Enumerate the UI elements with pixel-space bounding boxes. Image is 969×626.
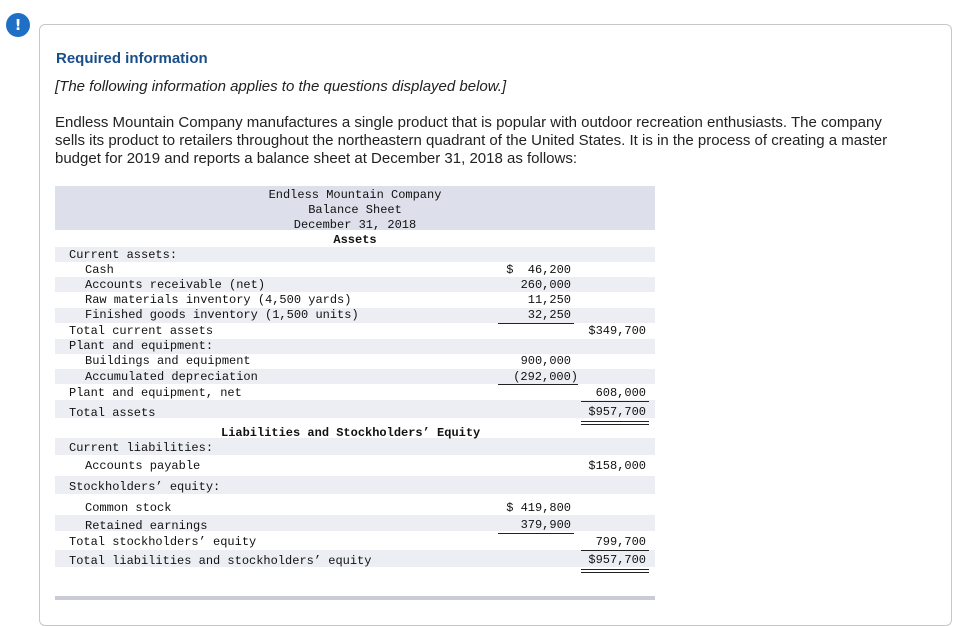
ar-value: 260,000 xyxy=(520,278,571,292)
alert-icon: ! xyxy=(6,13,30,37)
assets-heading: Assets xyxy=(333,233,377,247)
total-assets-label: Total assets xyxy=(69,406,156,420)
ar-label: Accounts receivable (net) xyxy=(85,278,266,292)
total-current-assets-label: Total current assets xyxy=(69,324,214,338)
current-liabilities-label: Current liabilities: xyxy=(69,441,214,455)
finished-goods-label: Finished goods inventory (1,500 units) xyxy=(85,308,359,322)
total-se-label: Total stockholders’ equity xyxy=(69,535,257,549)
retained-earnings-label: Retained earnings xyxy=(85,519,208,533)
common-stock-label: Common stock xyxy=(85,501,172,515)
cash-value: $ 46,200 xyxy=(506,263,571,277)
plant-equipment-heading: Plant and equipment: xyxy=(69,339,214,353)
buildings-value: 900,000 xyxy=(520,354,571,368)
statement-title: Balance Sheet xyxy=(308,203,402,217)
total-le-value: $957,700 xyxy=(588,553,646,567)
intro-paragraph: Endless Mountain Company manufactures a single product that is popular with outdoor recreation enthusiasts. The company sells its product to retailers throughout the northeastern quadrant of the United States. It is in the process of creating a master budget for 2019 and reports a balance sheet at December 31, 2018 as follows: xyxy=(55,114,888,167)
cash-label: Cash xyxy=(85,263,114,277)
current-assets-label: Current assets: xyxy=(69,248,178,262)
required-info-subheading: [The following information applies to the questions displayed below.] xyxy=(55,78,507,95)
table-bottom-rule xyxy=(55,596,655,600)
accounts-payable-label: Accounts payable xyxy=(85,459,201,473)
total-se-value: 799,700 xyxy=(595,535,646,549)
required-info-heading: Required information xyxy=(56,50,208,67)
total-le-label: Total liabilities and stockholders’ equity xyxy=(69,554,372,568)
accum-depr-value: (292,000) xyxy=(513,370,578,384)
accounts-payable-value: $158,000 xyxy=(588,459,646,473)
plant-net-label: Plant and equipment, net xyxy=(69,386,242,400)
total-assets-value: $957,700 xyxy=(588,405,646,419)
retained-earnings-value: 379,900 xyxy=(520,518,571,532)
balance-sheet-table xyxy=(55,186,655,600)
raw-materials-label: Raw materials inventory (4,500 yards) xyxy=(85,293,352,307)
stockholders-equity-heading: Stockholders’ equity: xyxy=(69,480,221,494)
raw-materials-value: 11,250 xyxy=(527,293,571,307)
accum-depr-label: Accumulated depreciation xyxy=(85,370,258,384)
finished-goods-value: 32,250 xyxy=(527,308,571,322)
company-name: Endless Mountain Company xyxy=(268,188,442,202)
liabilities-equity-heading: Liabilities and Stockholders’ Equity xyxy=(221,426,481,440)
plant-net-value: 608,000 xyxy=(595,386,646,400)
buildings-label: Buildings and equipment xyxy=(85,354,251,368)
statement-date: December 31, 2018 xyxy=(293,218,417,232)
total-current-assets-value: $349,700 xyxy=(588,324,646,338)
common-stock-value: $ 419,800 xyxy=(506,501,571,515)
